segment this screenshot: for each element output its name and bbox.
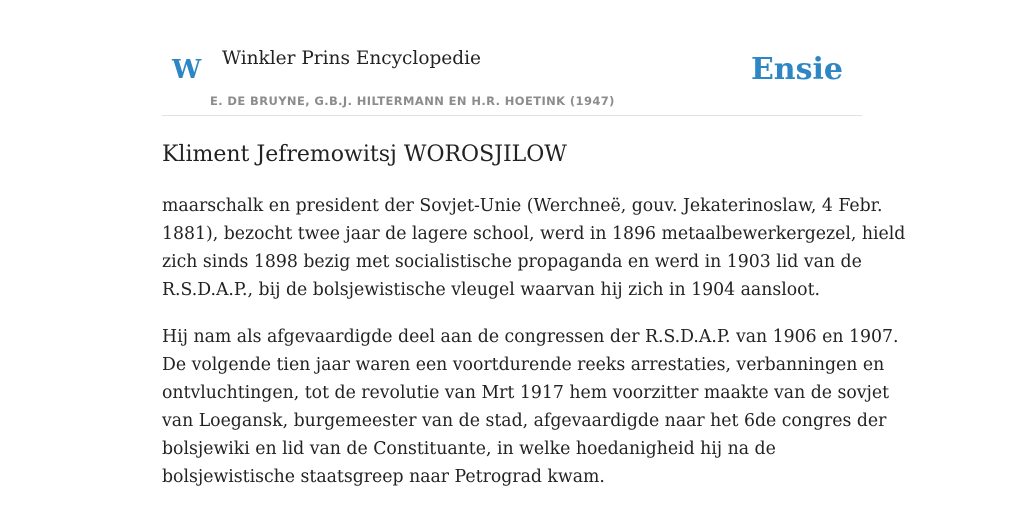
header-divider — [162, 115, 862, 116]
paragraph-line: 1881), bezocht twee jaar de lagere school, werd in 1896 metaalbewerkergezel, hield — [162, 224, 906, 244]
paragraph-line: zich sinds 1898 bezig met socialistische propaganda en werd in 1903 lid van de — [162, 252, 862, 272]
paragraph-line: ontvluchtingen, tot de revolutie van Mrt 1917 hem voorzitter maakte van de sovjet — [162, 383, 890, 403]
paragraph-line: R.S.D.A.P., bij de bolsjewistische vleugel waarvan hij zich in 1904 aansloot. — [162, 280, 821, 300]
paragraph-line: van Loegansk, burgemeester van de stad, afgevaardigde naar het 6de congres der — [162, 411, 887, 431]
paragraph-line: bolsjewistische staatsgreep naar Petrograd kwam. — [162, 467, 605, 487]
winkler-prins-logo[interactable]: W — [172, 55, 202, 85]
article-paragraph-2 — [162, 323, 899, 491]
article-title: Kliment Jefremowitsj WOROSJILOW — [162, 142, 567, 167]
paragraph-line: bolsjewiki en lid van de Constituante, in welke hoedanigheid hij na de — [162, 439, 776, 459]
article-paragraph-1 — [162, 192, 906, 304]
paragraph-line: De volgende tien jaar waren een voortdurende reeks arrestaties, verbanningen en — [162, 355, 885, 375]
site-title[interactable]: Winkler Prins Encyclopedie — [222, 48, 481, 69]
ensie-brand-logo[interactable]: Ensie — [750, 52, 843, 87]
paragraph-line: Hij nam als afgevaardigde deel aan de congressen der R.S.D.A.P. van 1906 en 1907. — [162, 327, 899, 347]
authors-byline: E. DE BRUYNE, G.B.J. HILTERMANN EN H.R. HOETINK (1947) — [210, 94, 615, 108]
paragraph-line: maarschalk en president der Sovjet-Unie (Werchneë, gouv. Jekaterinoslaw, 4 Febr. — [162, 196, 883, 216]
